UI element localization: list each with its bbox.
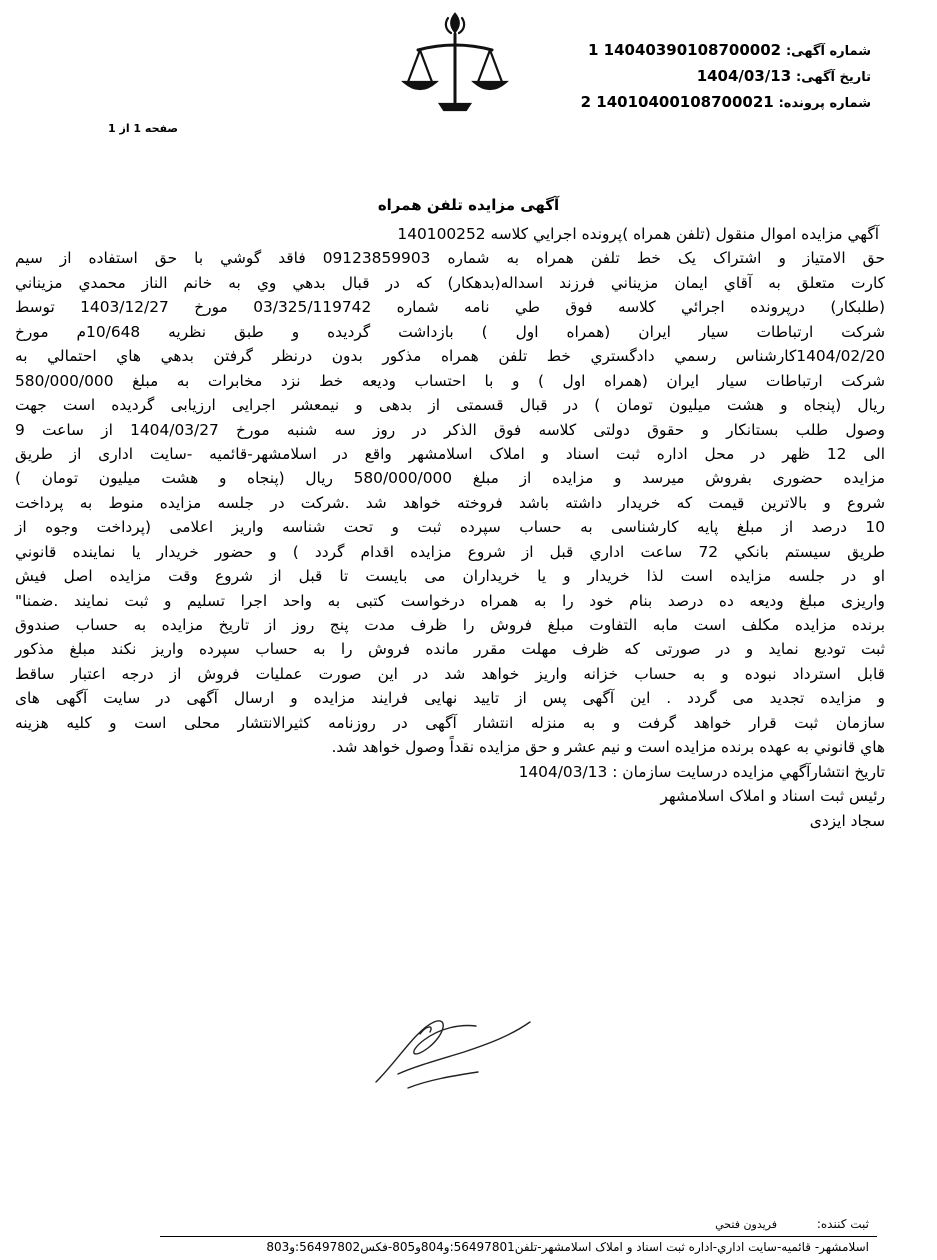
body-line: او در جلسه مزایده است لذا خریدار و یا خریداران می بایست تا قبل از شروع وقت مزایده اصل فیش [15,567,885,586]
official-title: رئيس ثبت اسناد و املاک اسلامشهر [660,787,885,806]
ad-date-label: تاریخ آگهی: [796,70,871,85]
body-line: شروع و بالاترین قیمت که خریدار داشته باشد فروخته خواهد شد .شرکت در جلسه مزایده منوط به پرداخت [15,493,885,512]
registrar [715,1217,869,1231]
body-line: وصول طلب بستانکار و حقوق دولتی کلاسه فوق الذکر در روز سه شنبه مورخ 1404/03/27 از ساعت 9 [15,420,885,439]
body-line: مزایده حضوری بفروش میرسد و مزایده از مبلغ 580/000/000 ريال (پنجاه و هشت ميليون تومان ) [15,469,885,488]
body-line: سازمان ثبت قرار خواهد گرفت و به منزله انتشار آگهی در روزنامه کثیرالانتشار محلی است و کلیه هزینه [15,713,885,732]
body-line: آگهي مزايده اموال منقول (تلفن همراه )پرونده اجرايي كلاسه 140100252 [397,225,879,243]
body-line: (طلبكار) درپرونده اجرائي كلاسه فوق طي نامه شماره 03/325/119742 مورخ 1403/12/27 توسط [15,298,885,317]
ad-number-label: شماره آگهی: [785,44,871,59]
body-line: واریزی مبلغ ودیعه ده درصد بنام خود را به همراه درخواست کتبی به واحد اجرا تسلیم و ثبت نمایند .ضمنا" [15,591,885,610]
case-number-row [581,90,871,116]
body-line: ريال (پنجاه و هشت ميليون تومان ) در قبال قسمتی از بدهی و نیمعشر اجرایی ارزیابی گرديده است جهت [15,396,885,415]
body-line: هاي قانوني به عهده برنده مزايده است و نيم عشر و حق مزايده نقداً وصول خواهد شد. [331,738,885,757]
ad-number-row [581,38,871,64]
body-line: حق الامتياز و اشتراک يک خط تلفن همراه به شماره 09123859903 فاقد گوشي با حق استفاده از سيم [15,249,885,268]
body-line: شركت ارتباطات سيار ايران (همراه اول ) و با احتساب وديعه خط نزد مخابرات به مبلغ 580/000/000 [15,371,885,390]
publish-date-line: تاريخ انتشارآگهي مزايده درسايت سازمان : 1404/03/13 [518,762,885,781]
body-line: ثبت تودیع نماید و در صورتی که ظرف مهلت مقرر مانده فروش را به حساب سپرده واریز نکند مبلغ مذکور [15,640,885,659]
body-line: برنده مزایده مکلف است مابه التفاوت مبلغ فروش را ظرف مدت پنج روز از تاریخ مزایده به حساب صندوق [15,616,885,634]
page-indicator: صفحه 1 از 1 [108,122,179,135]
notice-title: آگهی مزایده تلفن همراه [377,196,560,214]
body-line: الی 12 ظهر در محل اداره ثبت اسناد و املاک اسلامشهر واقع در اسلامشهر-قائمیه -سایت اداری از طریق [15,444,886,463]
notice-body [15,222,885,833]
body-line: 10 درصد از مبلغ پایه کارشناسی به حساب سپرده ثبت و تحت شناسه واریز اعلامی (پرداخت وجوه از [15,518,885,537]
body-line: قابل استرداد نبوده و به حساب خزانه واریز خواهد شد در این صورت عملیات فروش از درجه اعتبار ساقط [15,664,885,683]
case-number-label: شماره پرونده: [778,96,871,111]
body-line: و مزایده تجدید می گردد . این آگهی پس از تایید نهایی فرایند مزایده و ارسال آگهی در سایت آگهی های [15,689,885,708]
body-line: 1404/02/20كارشناس رسمي دادگستري خط تلفن همراه مذكور بدون درنظر گرفتن بدهي هاي احتمالي به [15,347,885,366]
judiciary-emblem [380,6,530,156]
signature [368,1000,538,1100]
case-number: 14010400108700021 2 [580,93,774,111]
ad-date-row [581,64,871,90]
ad-meta [581,38,871,116]
body-line: شركت ارتباطات سيار ايران (همراه اول ) بازداشت گرديده و طبق نظريه 10/648م مورخ [15,322,886,341]
ad-date: 1404/03/13 [696,67,792,85]
registrar-label: ثبت کننده: [816,1217,869,1231]
footer-address: اسلامشهر- قائميه-سايت اداري-اداره ثبت اسناد و املاک اسلامشهر-تلفن56497801:و804و805-فكس56497802:و803 [266,1240,869,1254]
registrar-name: فریدون فتحي [715,1218,778,1231]
body-line: كارت متعلق به آقاي ايمان مزيناني فرزند اسداله(بدهكار) كه در قبال بدهي وي به خانم الناز محمدي مزيناني [15,273,885,292]
official-name: سجاد ایزدی [809,811,885,830]
footer-divider [160,1236,877,1237]
ad-number: 14040390108700002 1 [588,41,782,59]
scales-of-justice-icon [380,6,530,156]
body-line: طريق سيستم بانكي 72 ساعت اداري قبل از شروع مزايده اقدام گردد ) و حضور خريدار يا نماينده قانوني [15,542,886,561]
